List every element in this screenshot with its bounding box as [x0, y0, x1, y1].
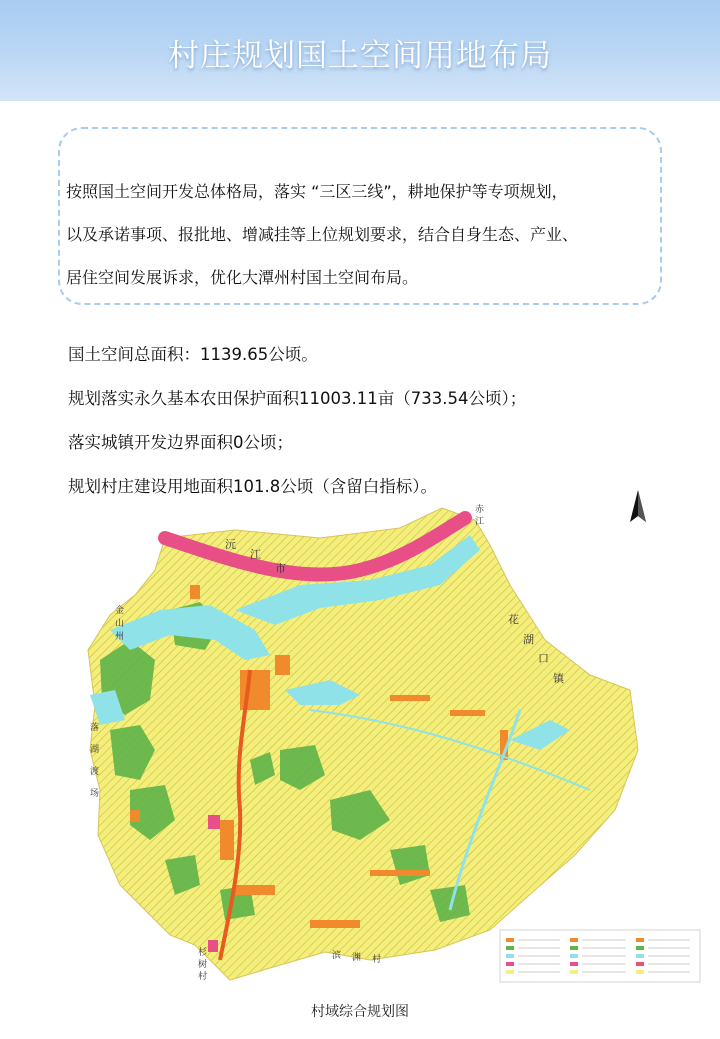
map-label: 渊 — [352, 953, 362, 963]
map-label: 市 — [275, 562, 286, 575]
map-label: 渡 — [90, 767, 100, 777]
map-label: 树 — [198, 960, 208, 970]
map-label: 湖 — [90, 745, 100, 755]
map-land-area — [88, 508, 638, 980]
urban-block — [208, 940, 218, 952]
map-label: 滨 — [332, 951, 342, 961]
map-label: 沅 — [225, 538, 236, 551]
page-title: 村庄规划国土空间用地布局 — [168, 38, 552, 74]
map-label: 口 — [538, 652, 549, 665]
map-label: 村 — [198, 972, 208, 982]
map-label: 落 — [90, 723, 100, 733]
north-arrow-icon — [630, 490, 646, 522]
map-label: 湖 — [523, 633, 534, 646]
map-svg — [70, 490, 710, 985]
stat-urban-boundary: 落实城镇开发边界面积0公顷； — [68, 433, 293, 452]
intro-text — [66, 170, 666, 299]
intro-line: 以及承诺事项、报批地、增减挂等上位规划要求，结合自身生态、产业、 — [66, 225, 579, 244]
map-label: 杉 — [198, 948, 208, 958]
stat-farmland-area: 规划落实永久基本农田保护面积11003.11亩（733.54公顷）； — [68, 389, 527, 408]
urban-block — [208, 815, 220, 829]
map-label: 山 — [115, 619, 125, 629]
map-label: 村 — [372, 955, 382, 965]
village-plan-map — [70, 490, 710, 985]
map-label: 江 — [475, 517, 485, 527]
stat-construction-land: 规划村庄建设用地面积101.8公顷（含留白指标）。 — [68, 477, 437, 496]
map-label: 金 — [115, 606, 125, 616]
header-banner — [0, 0, 720, 101]
map-label: 州 — [115, 632, 125, 642]
map-label: 场 — [90, 789, 100, 799]
map-label: 赤 — [475, 505, 485, 515]
map-label: 镇 — [553, 672, 564, 685]
map-legend — [500, 930, 700, 982]
stat-total-area: 国土空间总面积：1139.65公顷。 — [68, 345, 318, 364]
map-caption: 村域综合规划图 — [311, 1004, 409, 1020]
intro-line: 居住空间发展诉求，优化大潭州村国土空间布局。 — [66, 268, 419, 287]
intro-line: 按照国土空间开发总体格局，落实 “三区三线”，耕地保护等专项规划， — [66, 182, 568, 201]
map-label: 江 — [250, 548, 261, 561]
map-label: 花 — [508, 613, 519, 626]
